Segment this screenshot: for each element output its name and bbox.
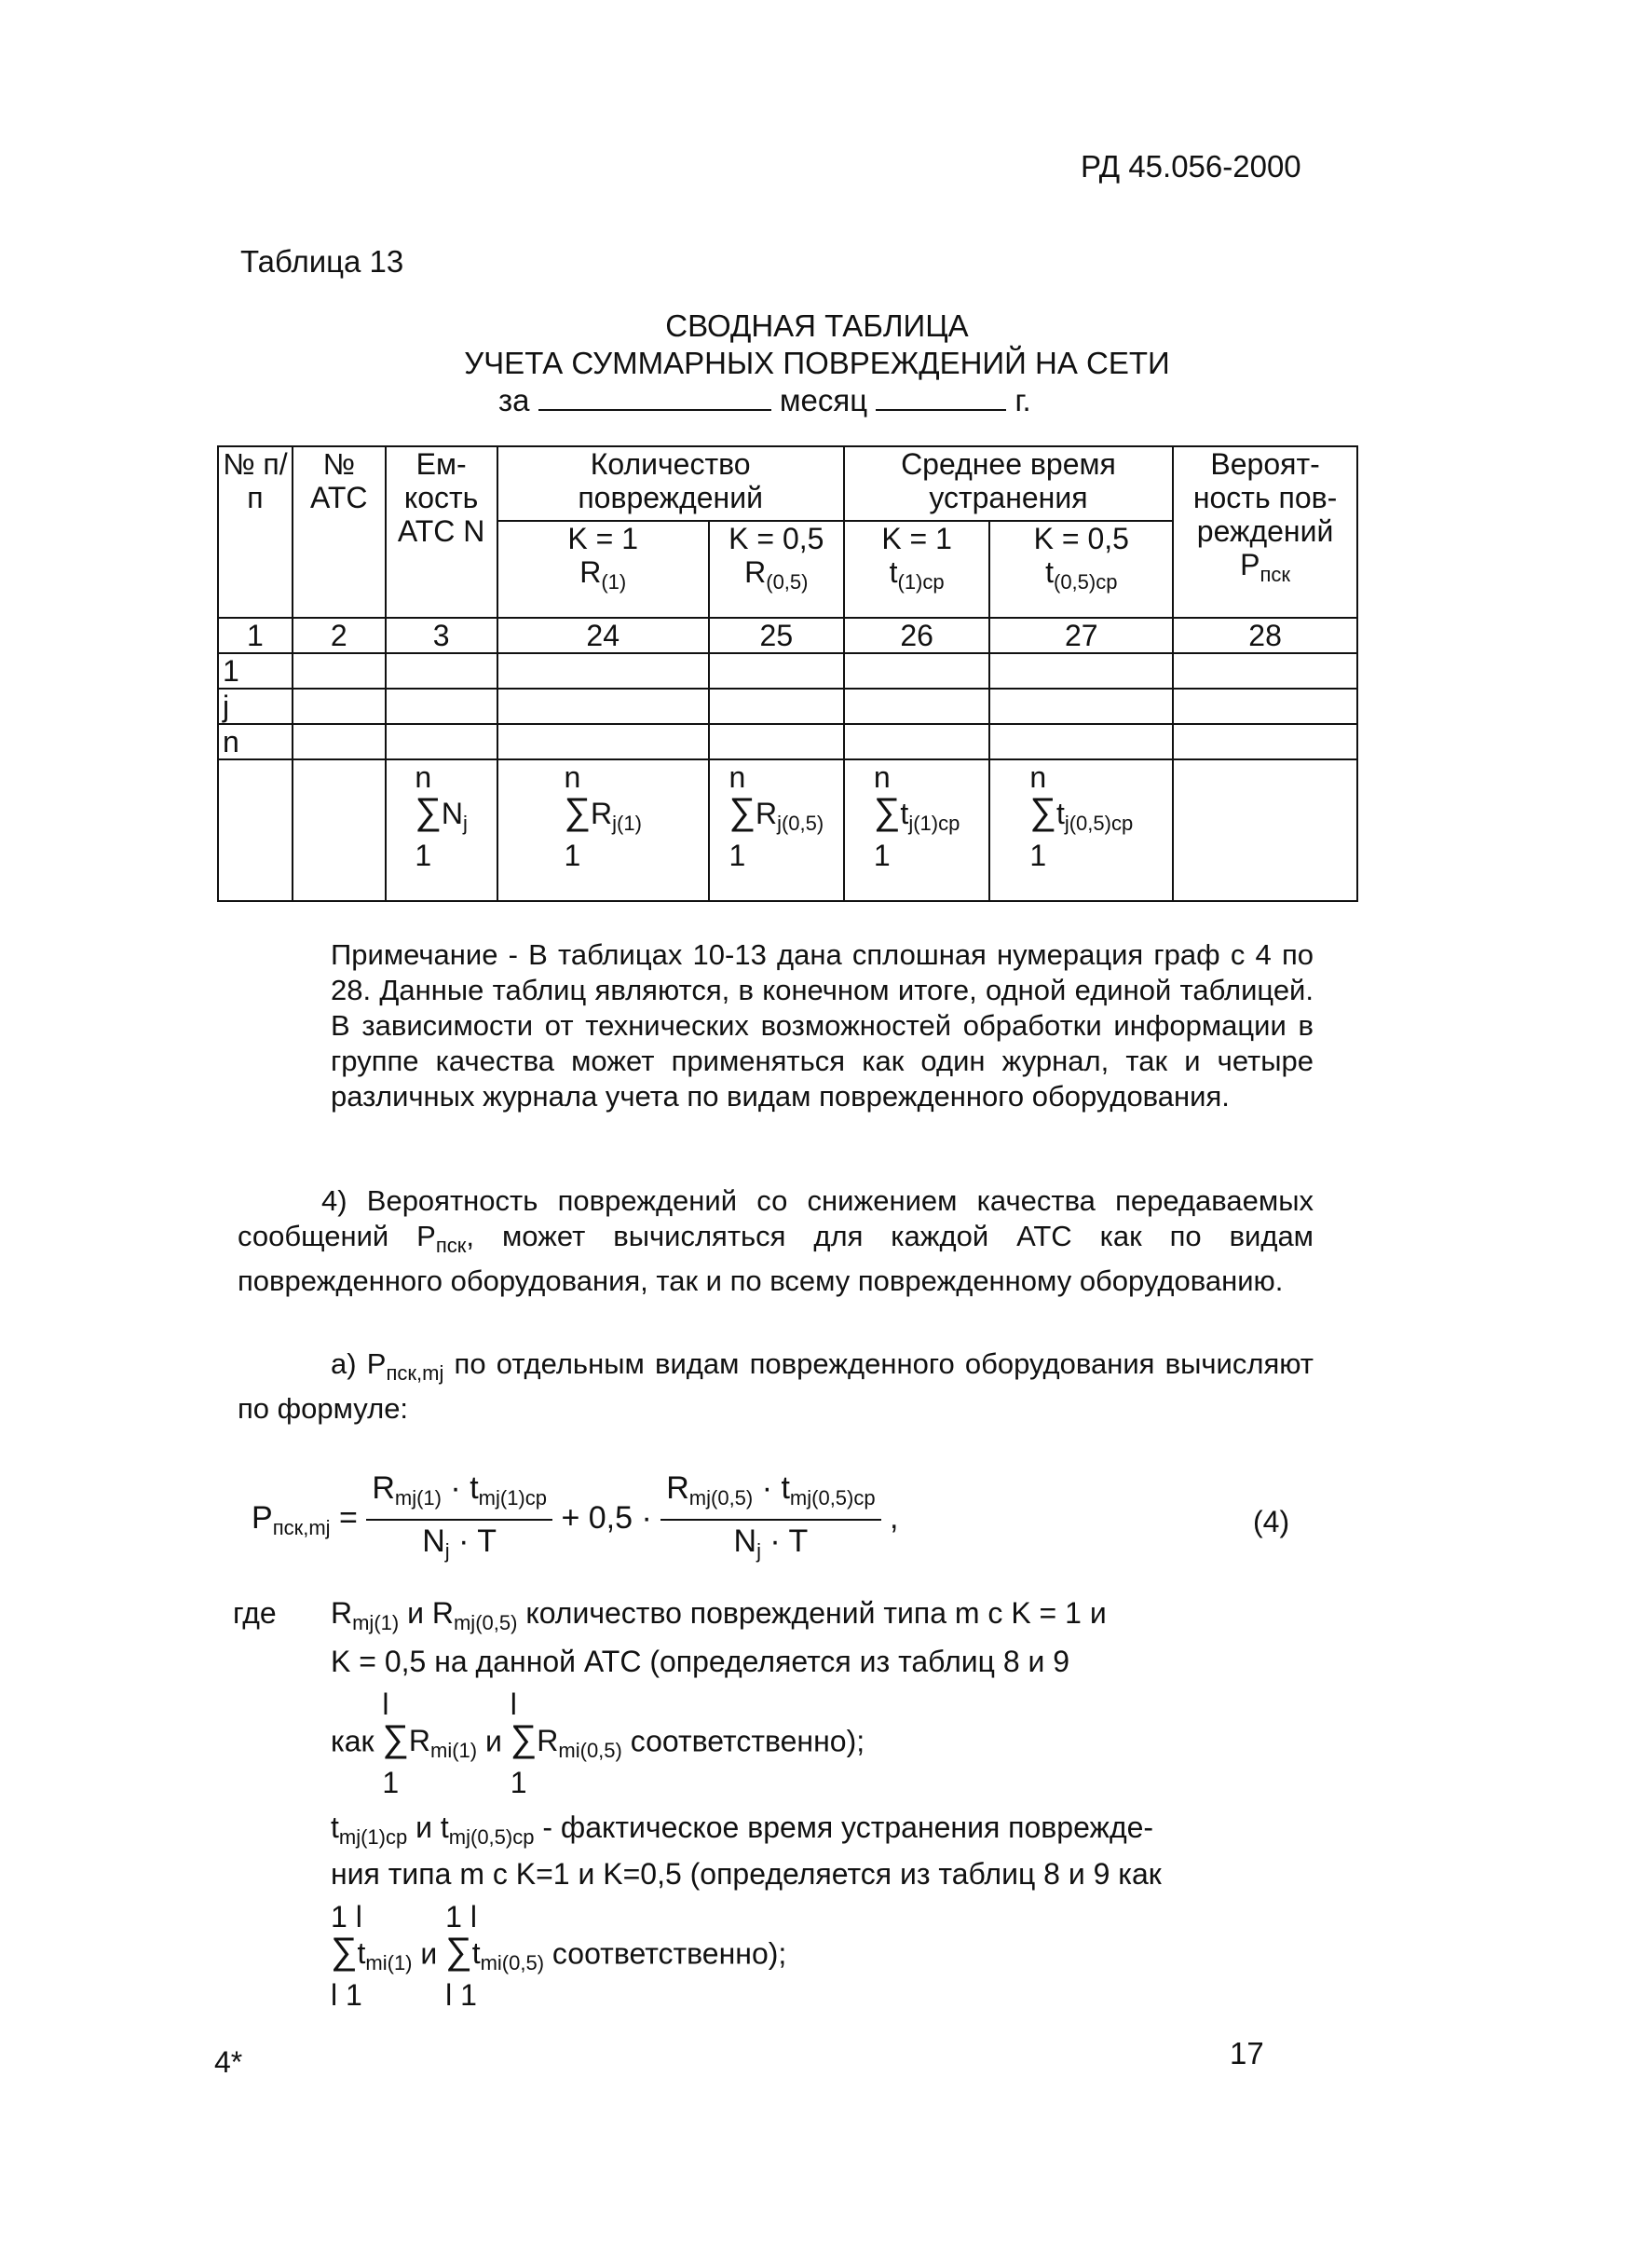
period-blank-1	[538, 383, 771, 411]
period-za: за	[498, 383, 530, 417]
paragraph-a: а) $P_{пск,mj}$ по отдельным видам поврежденного оборудования вычисляют по формуле:	[238, 1347, 1314, 1425]
header-probability	[1173, 446, 1357, 618]
header-probability-label: Вероят-ность пов-реждений	[1192, 447, 1338, 548]
page-number: 17	[1230, 2036, 1264, 2070]
footer-mark: 4*	[214, 2045, 243, 2079]
header-t05-sub: (0,5)ср	[1054, 570, 1118, 594]
sum-t1: n $\sum t_{j(1)ср}$ 1	[844, 759, 990, 901]
header-num: № п/п	[218, 446, 293, 618]
summary-table	[217, 445, 1358, 902]
header-k1-b: K = 1	[881, 522, 952, 555]
header-damages: Количество повреждений	[497, 446, 844, 521]
col-number: 25	[709, 618, 844, 653]
table-row	[218, 724, 1357, 759]
sum-r05: n $\sum R_{j(0,5)}$ 1	[709, 759, 844, 901]
header-r05	[709, 521, 844, 618]
table-note: Примечание - В таблицах 10-13 дана сплошная нумерация граф с 4 по 28. Данные таблиц являются, в конечном итоге, одной единой таблицей. В зависимости от технических возможностей обработки информации в группе качества может применяться как один журнал, так и четыре различных журнала учета по видам поврежденного оборудования.	[331, 938, 1314, 1113]
table-title-line1: СВОДНАЯ ТАБЛИЦА	[665, 308, 969, 343]
header-k1-a: K = 1	[567, 522, 639, 555]
formula-number: (4)	[1253, 1505, 1290, 1538]
column-numbers-row	[218, 618, 1357, 653]
totals-row	[218, 759, 1357, 901]
header-r05-sym: R	[744, 555, 767, 589]
header-r1-sym: R	[579, 555, 602, 589]
header-t1	[844, 521, 990, 618]
col-number: 27	[989, 618, 1173, 653]
col-number: 28	[1173, 618, 1357, 653]
col-number: 1	[218, 618, 293, 653]
header-k05-b: K = 0,5	[1033, 522, 1129, 555]
document-code: РД 45.056-2000	[1081, 149, 1301, 184]
header-capacity: Ем-кость АТС N	[386, 446, 497, 618]
col-number: 3	[386, 618, 497, 653]
header-r1-sub: (1)	[601, 570, 627, 594]
where-line4: $t_{mj(1)ср}$ и $t_{mj(0,5)ср}$ - фактическое время устранения поврежде-	[331, 1810, 1154, 1849]
row-label: n	[218, 724, 293, 759]
sum-capacity: n $\sum N_j$ 1	[386, 759, 497, 901]
col-number: 26	[844, 618, 990, 653]
header-t05-sym: t	[1045, 555, 1054, 589]
period-blank-2	[876, 383, 1006, 411]
sum-t05: n $\sum t_{j(0,5)ср}$ 1	[989, 759, 1173, 901]
header-probability-sub: пск	[1260, 563, 1290, 586]
where-line1: $R_{mj(1)}$ и $R_{mj(0,5)}$ количество повреждений типа m с K = 1 и	[331, 1596, 1107, 1634]
table-label: Таблица 13	[240, 244, 404, 279]
header-r1	[497, 521, 709, 618]
header-t05	[989, 521, 1173, 618]
table-title-line2: УЧЕТА СУММАРНЫХ ПОВРЕЖДЕНИЙ НА СЕТИ	[464, 346, 1170, 380]
where-line6: 1 l $\sum t_{mi(1)}$ l 1 и 1 l $\sum t_{mi(0,5)}$ l 1 соответственно);	[331, 1900, 787, 2012]
row-label: j	[218, 689, 293, 724]
formula-4: $P_{пск,mj}$ = $\frac{R_{mj(1)} \cdot t_{mj(1)ср}}{N_j \cdot T}$ + 0,5 · $\frac{R_{mj(0,5)} \cdot t_{mj(0,5)ср}}{N_j \cdot T}$ ,	[252, 1468, 899, 1572]
where-line2: K = 0,5 на данной АТС (определяется из таблиц 8 и 9	[331, 1645, 1070, 1678]
period-year: г.	[1014, 383, 1031, 417]
paragraph-4: 4) Вероятность повреждений со снижением качества передаваемых сообщений $P_{пск}$, может вычисляться для каждой АТС как по видам поврежденного оборудования, так и по всему поврежденному оборудованию.	[238, 1184, 1314, 1297]
table-row	[218, 653, 1357, 689]
header-probability-symbol: P	[1240, 548, 1260, 581]
header-k05-a: K = 0,5	[728, 522, 824, 555]
row-label: 1	[218, 653, 293, 689]
header-r05-sub: (0,5)	[766, 570, 809, 594]
header-ats: № АТС	[293, 446, 386, 618]
table-row	[218, 689, 1357, 724]
where-line5: ния типа m с K=1 и K=0,5 (определяется из таблиц 8 и 9 как	[331, 1857, 1162, 1891]
col-number: 2	[293, 618, 386, 653]
header-t1-sub: (1)ср	[897, 570, 945, 594]
sum-r1: n $\sum R_{j(1)}$ 1	[497, 759, 709, 901]
col-number: 24	[497, 618, 709, 653]
where-lead: где	[233, 1596, 277, 1630]
table-title-period	[498, 382, 1031, 419]
period-month: месяц	[779, 383, 868, 417]
where-line3: как l $\sum R_{mi(1)}$ 1 и l $\sum R_{mi(0,5)}$ 1 соответственно);	[331, 1687, 865, 1799]
header-avg-time: Среднее время устранения	[844, 446, 1173, 521]
header-t1-sym: t	[889, 555, 898, 589]
